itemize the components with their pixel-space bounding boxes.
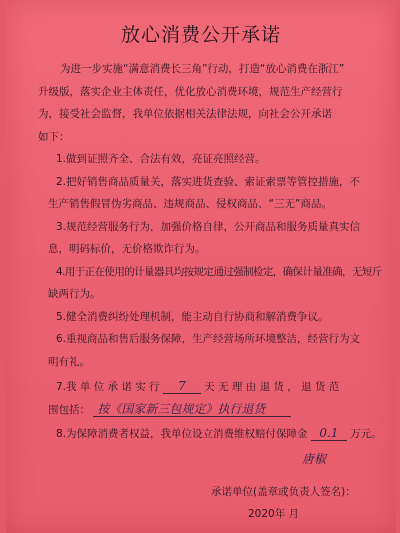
intro-line: 为进一步实施“满意消费长三角”行动，打造“放心消费在浙江” xyxy=(60,63,345,75)
refund-days-field: 7 xyxy=(163,379,201,394)
commitment-sheet xyxy=(6,0,396,533)
list-item: 1.做到证照齐全、合法有效，亮证亮照经营。 xyxy=(56,153,266,165)
list-item: 3.规范经营服务行为，加强价格自律，公开商品和服务质量真实信 xyxy=(56,220,361,233)
commitment-list xyxy=(48,148,382,446)
refund-scope-field: 按《国家新三包规定》执行退货 xyxy=(93,402,291,417)
item8-suffix: 万元。 xyxy=(350,428,382,440)
list-item: 息，明码标价，无价格欺诈行为。 xyxy=(48,243,206,255)
list-item: 生产销售假冒伪劣商品、违规商品、侵权商品、“三无”商品。 xyxy=(48,198,332,210)
list-item: 4.用于正在使用的计量器具均按规定通过强制检定，确保计量准确，无短斤 xyxy=(56,265,382,278)
item7-middle: 天 无 理 由 退 货 ， 退 货 范 xyxy=(204,381,340,393)
list-item-7 xyxy=(56,376,382,399)
signing-unit-label: 承诺单位(盖章或负责人签名)： xyxy=(211,486,356,498)
document-title: 放心消费公开承诺 xyxy=(120,24,281,46)
item7-scope-label: 围包括： xyxy=(48,403,90,416)
intro-line: 升级版，落实企业主体责任，优化放心消费环境，规范生产经营行 xyxy=(38,85,343,98)
list-item-7-scope xyxy=(48,399,382,422)
list-item: 缺两行为。 xyxy=(48,288,101,300)
intro-line: 如下： xyxy=(38,130,70,143)
list-item: 6.重视商品和售后服务保障，生产经营场所环境整洁，经营行为文 xyxy=(56,333,361,345)
intro-paragraph xyxy=(38,58,345,148)
item7-prefix: 7.我 单 位 承 诺 实 行 xyxy=(56,381,160,393)
list-item: 2.把好销售商品质量关，落实进货查验、索证索票等管控措施，不 xyxy=(56,175,361,188)
handwritten-signature: 唐椒 xyxy=(302,452,327,466)
deposit-amount-field: 0.1 xyxy=(311,426,347,441)
list-item: 5.健全消费纠纷处理机制，能主动自行协商和解消费争议。 xyxy=(56,310,329,323)
item8-prefix: 8.为保障消费者权益，我单位设立消费维权赔付保障金 xyxy=(56,428,308,440)
intro-line: 为，接受社会监督，我单位依据相关法律法规，向社会公开承诺 xyxy=(38,108,332,120)
list-item-8 xyxy=(56,423,382,446)
list-item: 明有礼。 xyxy=(48,355,90,368)
date-line: 2020年 月 xyxy=(248,508,300,520)
